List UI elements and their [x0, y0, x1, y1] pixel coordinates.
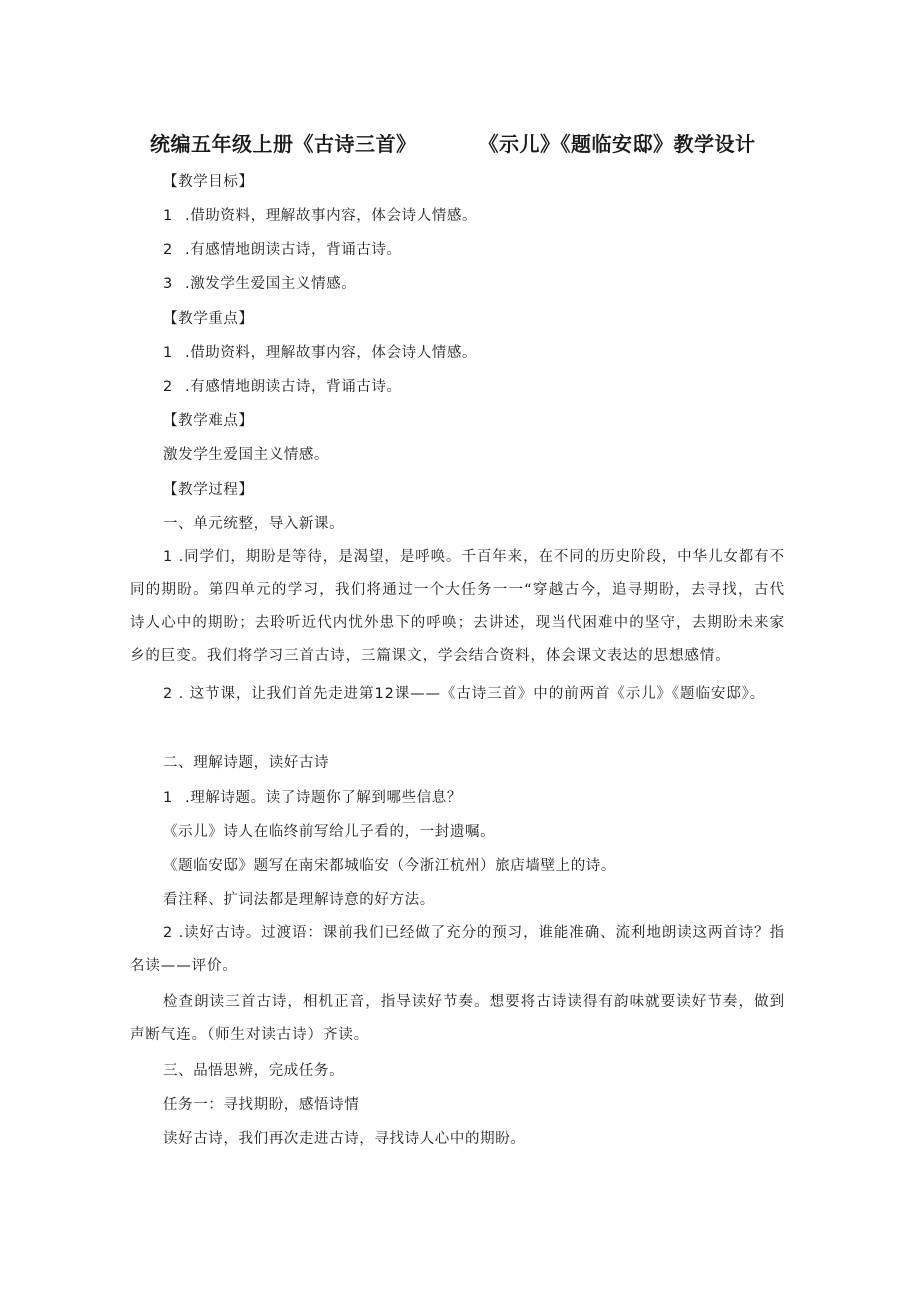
title-part-2: 《示儿》《题临安邸》教学设计 — [478, 132, 756, 156]
goal-item — [163, 206, 477, 226]
key-point-item — [163, 343, 477, 363]
section-2-paragraph-3: 检查朗读三首古诗，相机正音，指导读好节奏。想要将古诗读得有韵味就要读好节奏，做到声断气连。（师生对读古诗）齐读。 — [130, 994, 785, 1043]
method-note: 看注释、扩词法都是理解诗意的好方法。 — [163, 892, 435, 908]
goal-number: 3 — [163, 276, 173, 292]
goals-heading: 【教学目标】 — [163, 174, 254, 190]
section-3-title: 三、品悟思辨，完成任务。 — [163, 1063, 345, 1079]
goal-item — [163, 240, 402, 260]
section-2-item-1 — [163, 788, 462, 808]
key-point-number: 2 — [163, 379, 173, 395]
difficulties-text: 激发学生爱国主义情感。 — [163, 447, 330, 463]
key-points-heading: 【教学重点】 — [163, 311, 254, 327]
section-2-item-number: 1 — [163, 790, 173, 806]
section-1-paragraph-2: 2 . 这节课，让我们首先走进第12课——《古诗三首》中的前两首《示儿》《题临安邸》。 — [163, 686, 766, 702]
title-part-1: 统编五年级上册《古诗三首》 — [150, 132, 417, 156]
shier-explanation: 《示儿》诗人在临终前写给儿子看的，一封遗嘱。 — [163, 824, 496, 840]
key-point-text: .有感情地朗读古诗，背诵古诗。 — [185, 379, 402, 395]
goal-number: 1 — [163, 208, 173, 224]
section-1-paragraph-1: 1 .同学们，期盼是等待，是渴望，是呼唤。千百年来，在不同的历史阶段，中华儿女都有不同的期盼。第四单元的学习，我们将通过一个大任务一一“穿越古今，追寻期盼，去寻找，古代诗人心中的期盼；去聆听近代内忧外患下的呼唤；去讲述，现当代困难中的坚守，去期盼未来家乡的巨变。我们将学习三首古诗，三篇课文，学会结合资料，体会课文表达的思想感情。 — [130, 549, 785, 664]
process-heading: 【教学过程】 — [163, 482, 254, 498]
key-point-text: .借助资料，理解故事内容，体会诗人情感。 — [185, 345, 478, 361]
key-point-number: 1 — [163, 345, 173, 361]
section-2-item-text: .理解诗题。读了诗题你了解到哪些信息？ — [185, 790, 463, 806]
section-3-text: 读好古诗，我们再次走进古诗，寻找诗人心中的期盼。 — [163, 1131, 526, 1147]
key-point-item — [163, 377, 402, 397]
document-title — [150, 128, 790, 157]
goal-text: .有感情地朗读古诗，背诵古诗。 — [185, 242, 402, 258]
tilinan-explanation: 《题临安邸》题写在南宋都城临安（今浙江杭州）旅店墙壁上的诗。 — [163, 858, 616, 874]
task-1-title: 任务一：寻找期盼，感悟诗情 — [163, 1097, 360, 1113]
section-1-title: 一、单元统整，导入新课。 — [163, 516, 345, 532]
goal-item — [163, 274, 356, 294]
goal-text: .激发学生爱国主义情感。 — [185, 276, 357, 292]
difficulties-heading: 【教学难点】 — [163, 413, 254, 429]
goal-number: 2 — [163, 242, 173, 258]
section-2-paragraph-2: 2 .读好古诗。过渡语：课前我们已经做了充分的预习，谁能准确、流利地朗读这两首诗？指名读——评价。 — [130, 925, 785, 974]
goal-text: .借助资料，理解故事内容，体会诗人情感。 — [185, 208, 478, 224]
section-2-title: 二、理解诗题，读好古诗 — [163, 755, 330, 771]
